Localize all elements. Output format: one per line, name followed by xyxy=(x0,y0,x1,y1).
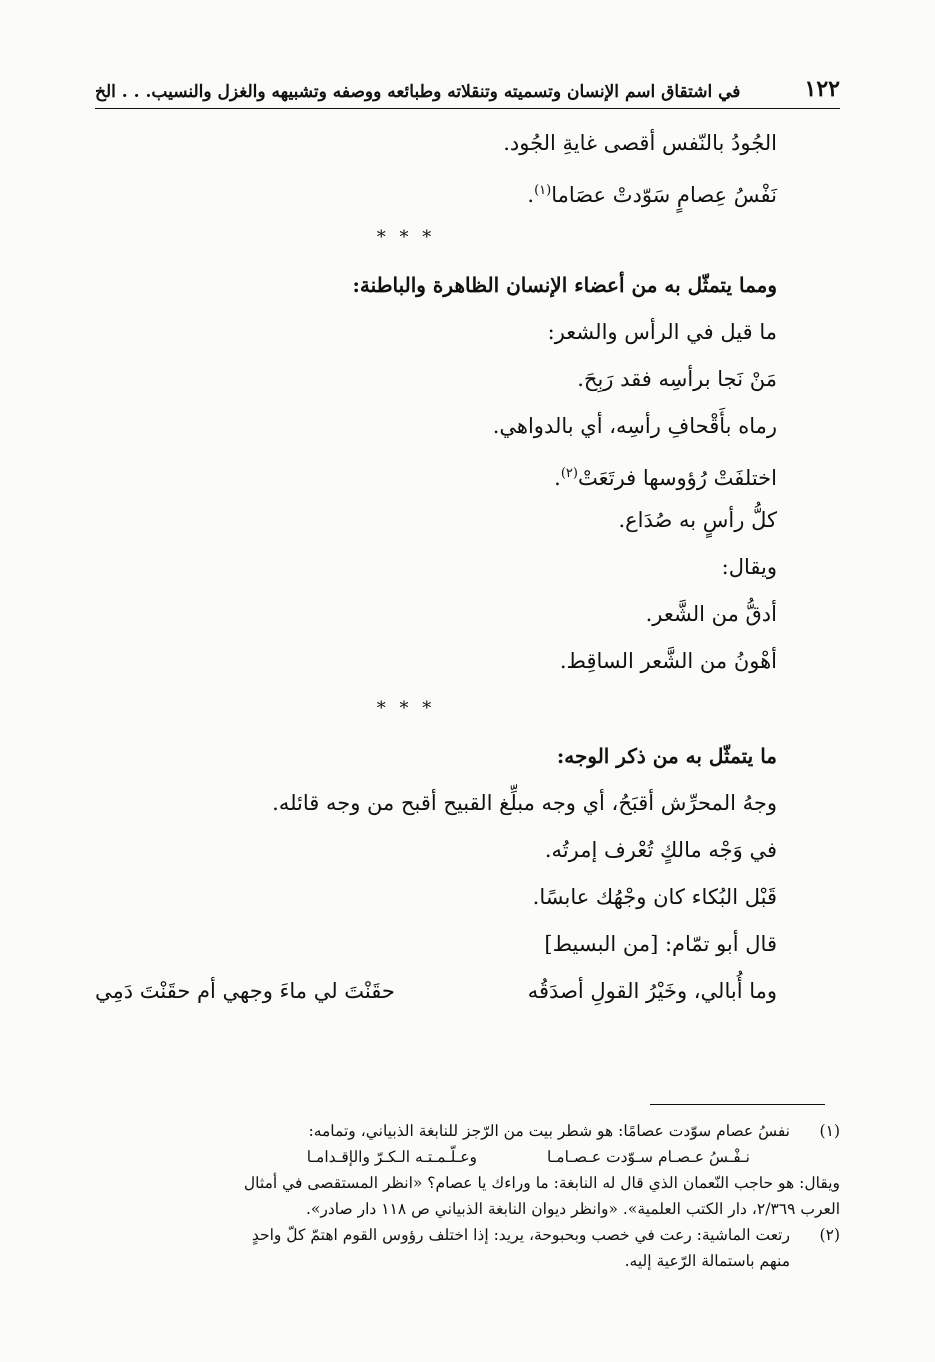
footnote-line: رتعت الماشية: رعت في خصب وبحبوحة، يريد: إذا اختلف رؤوس القوم اهتمّ كلّ واحدٍ xyxy=(251,1226,790,1244)
text-span: اختلفَتْ رُؤوسها فرتَعَتْ xyxy=(577,466,777,490)
footnote-1 xyxy=(95,1118,840,1170)
footnote-line: نفسُ عصام سوّدت عصامًا: هو شطر بيت من الرّجز للنابغة الذبياني، وتمامه: xyxy=(308,1122,790,1140)
text-line xyxy=(95,167,777,214)
footnote-verse-first: نـفْـسُ عـصـام سـوّدت عـصـامـا xyxy=(547,1148,750,1166)
text-line: في وَجْه مالكٍ تُعْرف إمرتُه. xyxy=(544,838,777,862)
footnote-2 xyxy=(95,1222,840,1274)
main-text xyxy=(95,120,777,1015)
text-line xyxy=(95,450,777,497)
period: . xyxy=(554,466,561,490)
footnote-line: ويقال: هو حاجب النّعمان الذي قال له النابغة: ما وراءك يا عصام؟ «انظر المستقصى في أمثال xyxy=(243,1174,840,1192)
text-line: الجُودُ بالنّفس أقصى غايةِ الجُود. xyxy=(503,131,777,155)
poem-verse xyxy=(95,968,777,1015)
footnote-line: منهم باستمالة الرّعية إليه. xyxy=(624,1252,790,1270)
text-line: مَنْ نَجا برأسِه فقد رَبِحَ. xyxy=(577,367,777,391)
footnote-text xyxy=(95,1118,790,1170)
section-divider: * * * xyxy=(376,698,436,719)
period: . xyxy=(527,183,535,207)
section-heading: ومما يتمثّل به من أعضاء الإنسان الظاهرة والباطنة: xyxy=(352,273,777,297)
text-line: ما قيل في الرأس والشعر: xyxy=(547,320,777,344)
footnotes xyxy=(95,1118,840,1274)
text-line: كلُّ رأسٍ به صُدَاع. xyxy=(618,508,777,532)
section-heading: ما يتمثّل به من ذكر الوجه: xyxy=(556,744,777,768)
text-line: رماه بأَقْحافِ رأسِه، أي بالدواهي. xyxy=(492,414,777,438)
footnote-line: العرب ٢/٣٦٩، دار الكتب العلمية». «وانظر ديوان النابغة الذبياني ص ١١٨ دار صادر». xyxy=(305,1200,840,1218)
footnote-rule xyxy=(650,1104,825,1105)
running-title: في اشتقاق اسم الإنسان وتسميته وتنقلاته وطبائعه ووصفه وتشبيهه والغزل والنسيب. . . الخ xyxy=(95,82,741,102)
text-line: قال أبو تمّام: [من البسيط] xyxy=(544,932,777,956)
text-line: وجهُ المحرِّش أقبَحُ، أي وجه مبلِّغ القبيح أقبح من وجه قائله. xyxy=(272,791,777,815)
text-span: نَفْسُ عِصامٍ سَوّدتْ عصَاما xyxy=(551,183,777,207)
verse-first-hemistich: وما أُبالي، وخَيْرُ القولِ أصدَقُه xyxy=(527,979,777,1003)
footnote-text xyxy=(95,1222,790,1274)
text-line: قَبْل البُكاء كان وجْهُك عابسًا. xyxy=(532,885,777,909)
footnote-verse-second: وعـلّـمـتـه الـكـرّ والإقـدامـا xyxy=(306,1148,478,1166)
footnote-mark: (٢) xyxy=(819,1226,840,1244)
text-line: أدقُّ من الشَّعر. xyxy=(645,602,777,626)
footnote-ref-2[interactable]: (٢) xyxy=(560,466,578,481)
running-header xyxy=(95,72,840,102)
section-divider: * * * xyxy=(376,227,436,248)
verse-second-hemistich: حقَنْتَ لي ماءَ وجهي أم حقَنْتَ دَمِي xyxy=(95,979,395,1003)
text-line: أهْونُ من الشَّعر الساقِط. xyxy=(559,649,777,673)
page-number: ١٢٢ xyxy=(804,76,840,102)
footnote-1-continued xyxy=(95,1170,840,1222)
footnote-verse xyxy=(95,1144,790,1170)
text-line: ويقال: xyxy=(721,555,777,579)
footnote-text xyxy=(95,1170,840,1222)
footnote-ref-1[interactable]: (١) xyxy=(534,183,552,198)
footnote-mark: (١) xyxy=(819,1122,840,1140)
header-rule xyxy=(95,108,840,109)
